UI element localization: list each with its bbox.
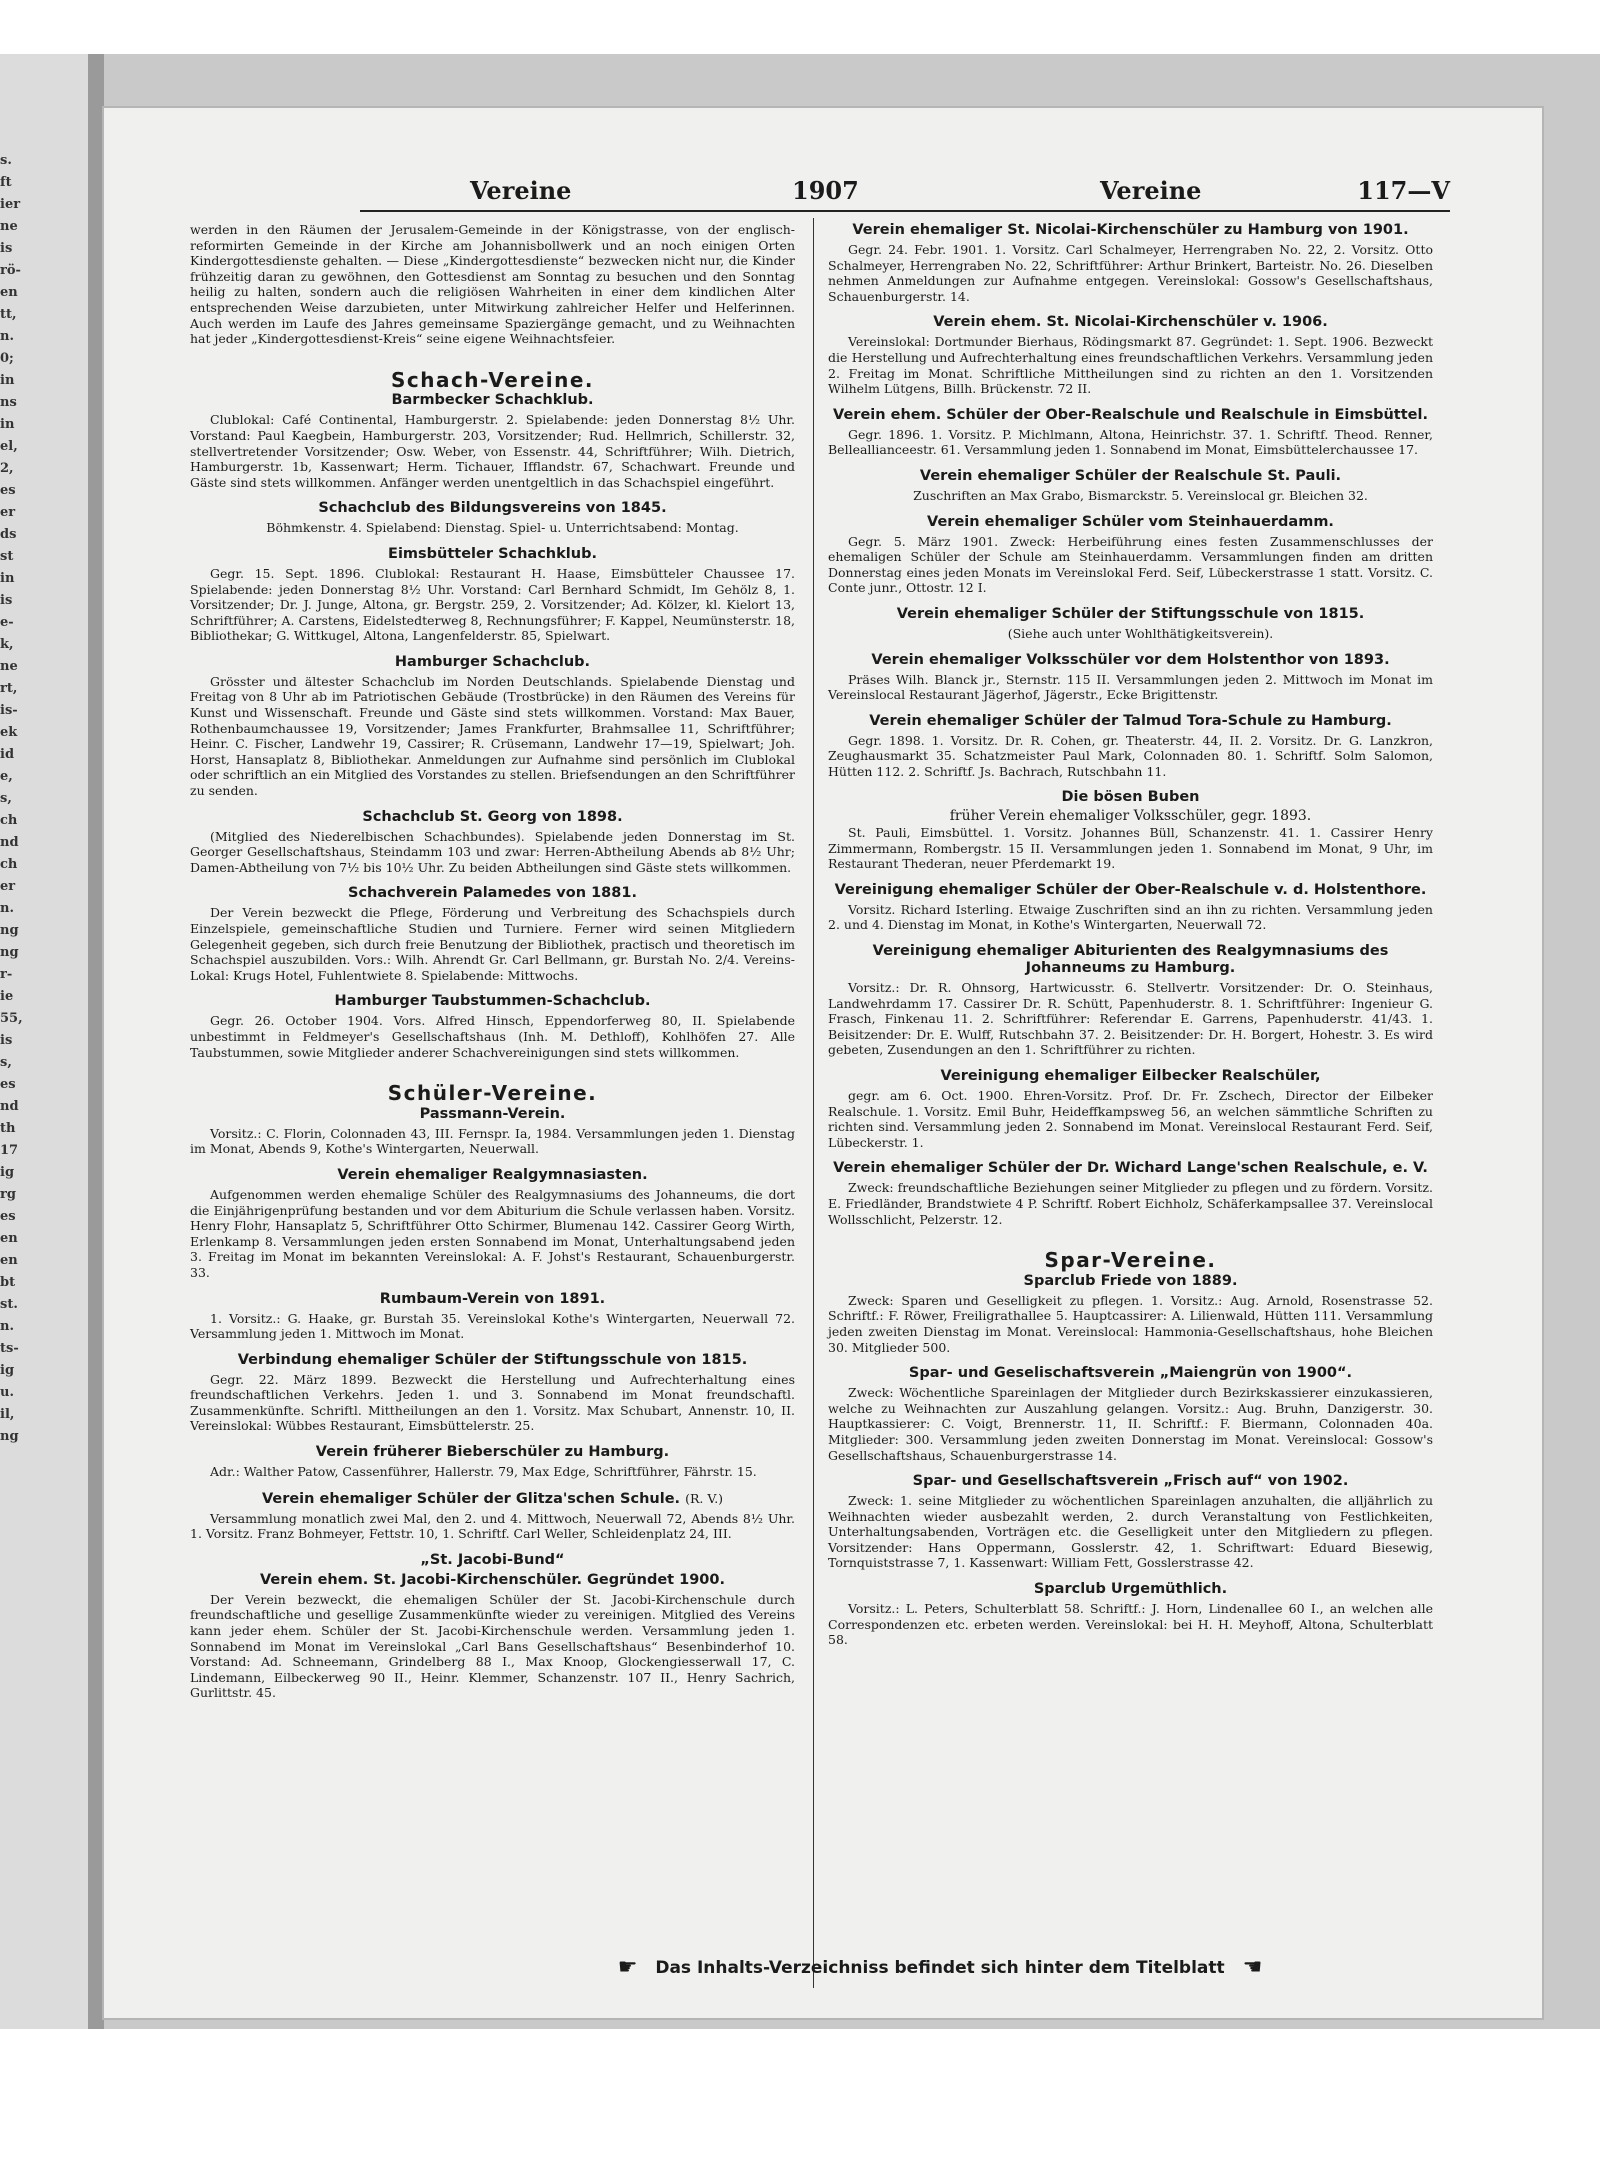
entry-text-steinhauerdamm: Gegr. 5. März 1901. Zweck: Herbeiführung eines festen Zusammenschlusses der ehemaligen Schüler der Schule am Steinhauerdamm. Versammlungen finden am dritten Donnerstag eines jeden Monats im Vereinslokal Ferd. Seif, Lübeckerstrasse 1 statt. Vorsitz. C. Conte junr., Ottostr. 12 I.	[828, 533, 1433, 596]
entry-title-oberreal-holstenthore: Vereinigung ehemaliger Schüler der Ober-Realschule v. d. Holstenthore.	[834, 881, 1427, 898]
entry-text-abiturienten: Vorsitz.: Dr. R. Ohnsorg, Hartwicusstr. 6. Stellvertr. Vorsitzender: Dr. O. Steinhaus, Landwehrdamm 17. Cassirer Dr. R. Schütt, Papenhuderstr. 8. 1. Schriftführer: Ingenieur G. Frasch, Finkenau 11. 2. Schriftführer: Referendar E. Garrens, Papenhuderstr. 41/43. 1. Beisitzender: Dr. E. Wulff, Rutschbahn 37. 2. Beisitzender: Dr. H. Borgert, Hohestr. 3. Es wird gebeten, Zusendungen an den 1. Schriftführer zu richten.	[828, 980, 1433, 1058]
entry-title-hamburger: Hamburger Schachclub.	[394, 653, 591, 670]
adjacent-page-fragment: ng	[0, 945, 19, 960]
adjacent-page-fragment: 2,	[0, 461, 14, 476]
entry-text-holstenthor: Präses Wilh. Blanck jr., Sternstr. 115 II. Versammlungen jeden 2. Mittwoch im Monat im Vereinslocal Restaurant Jägerhof, Jägerstr., Ecke Brigittenstr.	[828, 671, 1433, 703]
entry-title-wichard-lange: Verein ehemaliger Schüler der Dr. Wichard Lange'schen Realschule, e. V.	[833, 1160, 1428, 1177]
adjacent-page-fragment: es	[0, 483, 16, 498]
adjacent-page-fragment: en	[0, 285, 18, 300]
adjacent-page-fragment: n.	[0, 1319, 14, 1334]
adjacent-page-fragment: rö-	[0, 263, 21, 278]
entry-text-oberrealschule: Gegr. 1896. 1. Vorsitz. P. Michlmann, Altona, Heinrichstr. 37. 1. Schriftf. Theod. Renner, Belleallianceestr. 61. Versammlung jeden 1. Sonnabend im Monat, Eimsbüttelerchaussee 17.	[828, 426, 1433, 458]
entry-text-talmud-tora: Gegr. 1898. 1. Vorsitz. Dr. R. Cohen, gr. Theaterstr. 44, II. 2. Vorsitz. Dr. G. Lanzkron, Zeughausmarkt 35. Schatzmeister Paul Mark, Colonnaden 80. 1. Schriftf. Solm Salomon, Hütten 112. 2. Schriftf. Js. Bachrach, Rutschbahn 11.	[828, 732, 1433, 779]
adjacent-page-fragment: in	[0, 373, 15, 388]
page-number: 117—V	[1357, 176, 1450, 205]
entry-text-taubstummen: Gegr. 26. October 1904. Vors. Alfred Hinsch, Eppendorferweg 80, II. Spielabende unbestimmt in Feldmeyer's Gesellschaftshaus (Inh. M. Dethloff), Kohlhöfen 27. Alle Taubstummen, sowie Mitglieder anderer Schachvereinigungen sind stets willkommen.	[190, 1013, 795, 1060]
section-title-schueler: Schüler-Vereine.	[387, 1081, 598, 1106]
entry-text-boesen-buben: St. Pauli, Eimsbüttel. 1. Vorsitz. Johannes Büll, Schanzenstr. 41. 1. Cassirer Henry Zimmermann, Rombergstr. 15 II. Versammlungen jeden 1. Sonnabend im Monat, 9 Uhr, im Restaurant Thederan, neuer Pferdemarkt 19.	[828, 825, 1433, 872]
entry-text-st-pauli: Zuschriften an Max Grabo, Bismarckstr. 5. Vereinslocal gr. Bleichen 32.	[913, 487, 1368, 503]
adjacent-page-fragment: en	[0, 1231, 18, 1246]
entry-text-stiftung: Gegr. 22. März 1899. Bezweckt die Herstellung und Aufrechterhaltung eines freundschaftlichen Verkehrs. Jeden 1. und 3. Sonnabend im Monat freundschaftl. Zusammenkünfte. Schriftl. Mittheilungen an den 1. Vorsitz. Max Schubart, Annenstr. 10, II. Vereinslokal: Wübbes Restaurant, Eimsbüttelerstr. 25.	[190, 1371, 795, 1434]
entry-text-jacobi: Der Verein bezweckt, die ehemaligen Schüler der St. Jacobi-Kirchenschule durch freundschaftliche und gesellige Zusammenkünfte wieder zu vereinigen. Mitglied des Vereins kann jeder ehem. Schüler der St. Jacobi-Kirchenschule werden. Versammlung jeden 1. Sonnabend im Monat im Vereinslokal „Carl Bans Gesellschaftshaus“ Besenbinderhof 10. Vorstand: Ad. Schneemann, Grindelberg 88 I., Max Knoop, Glockengiesserwall 17, C. Lindemann, Eilbeckerweg 90 II., Heinr. Klemmer, Schanzenstr. 107 II., Henry Sachrich, Gurlittstr. 45.	[190, 1591, 795, 1701]
adjacent-page-fragment: n.	[0, 901, 14, 916]
adjacent-page-fragment: s.	[0, 153, 12, 168]
left-column	[190, 222, 795, 1701]
adjacent-page-fragment: ie	[0, 989, 14, 1004]
entry-title-jacobi: Verein ehem. St. Jacobi-Kirchenschüler. Gegründet 1900.	[260, 1571, 725, 1588]
pointing-hand-left-icon: ☚	[1242, 1955, 1263, 1980]
adjacent-page-fragment: rt,	[0, 681, 18, 696]
entry-text-realgym: Aufgenommen werden ehemalige Schüler des Realgymnasiums des Johanneums, die dort die Einjährigenprüfung bestanden und vor dem Abiturium die Schule verlassen haben. Vorsitz. Henry Flohr, Hansaplatz 5, Schriftführer Otto Schirmer, Blumenau 142. Cassirer Georg Wirth, Erlenkamp 8. Versammlungen jeden ersten Sonnabend im Monat, Unterhaltungsabend jeden 3. Freitag im Monat im bekannten Vereinslokal: A. F. Johst's Restaurant, Schauenburgerstr. 33.	[190, 1186, 795, 1280]
adjacent-page-fragment: en	[0, 1253, 18, 1268]
adjacent-page-fragment: es	[0, 1077, 16, 1092]
adjacent-page-fragment: ek	[0, 725, 18, 740]
entry-title-barmbecker: Barmbecker Schachklub.	[391, 392, 594, 409]
adjacent-page-fragment: st.	[0, 1297, 18, 1312]
entry-title-maiengruen: Spar- und Geselischaftsverein „Maiengrün von 1900“.	[908, 1365, 1353, 1382]
adjacent-page-fragment: ne	[0, 219, 18, 234]
entry-text-barmbecker: Clublokal: Café Continental, Hamburgerstr. 2. Spielabende: jeden Donnerstag 8½ Uhr. Vorstand: Paul Kaegbein, Hamburgerstr. 203, Vorsitzender; Rud. Hellmrich, Schillerstr. 32, stellvertretender Vorsitzender; Osw. Weber, von Essenstr. 44, Schriftführer; Wilh. Dietrich, Hamburgerstr. 1b, Kassenwart; Herm. Tichauer, Ifflandstr. 67, Schachwart. Freunde und Gäste sind stets willkommen. Anfänger werden unentgeltlich in das Schachspiel eingeführt.	[190, 412, 795, 490]
adjacent-page-fragment: u.	[0, 1385, 14, 1400]
column-divider	[813, 218, 814, 1988]
adjacent-page-fragment: 17	[0, 1143, 19, 1158]
adjacent-page-fragment: nd	[0, 835, 19, 850]
adjacent-page-fragment: rg	[0, 1187, 16, 1202]
adjacent-page-fragment: r-	[0, 967, 13, 982]
adjacent-page-fragment: er	[0, 505, 16, 520]
entry-title-jacobi-bund: „St. Jacobi-Bund“	[420, 1551, 565, 1568]
adjacent-page-fragment: in	[0, 571, 15, 586]
entry-title-st-pauli: Verein ehemaliger Schüler der Realschule St. Pauli.	[919, 467, 1342, 484]
pointing-hand-right-icon: ☛	[617, 1955, 638, 1980]
entry-title-realgym: Verein ehemaliger Realgymnasiasten.	[337, 1166, 648, 1183]
adjacent-page-fragment: il,	[0, 1407, 15, 1422]
adjacent-page-fragment: es	[0, 1209, 16, 1224]
footer-notice	[420, 1955, 1460, 1980]
adjacent-page-fragment: e,	[0, 769, 13, 784]
adjacent-page-fragments	[0, 150, 24, 1448]
adjacent-page-fragment: ch	[0, 857, 18, 872]
entry-title-bildungsverein: Schachclub des Bildungsvereins von 1845.	[318, 500, 667, 517]
entry-text-hamburger: Grösster und ältester Schachclub im Norden Deutschlands. Spielabende Dienstag und Freitag von 8 Uhr ab im Patriotischen Gebäude (Trostbrücke) in den Räumen des Vereins für Kunst und Wissenschaft. Freunde und Gäste sind stets willkommen. Vorstand: Max Bauer, Rothenbaumchaussee 19, Vorsitzender; James Frankfurter, Brahmsallee 11, Schriftführer; Heinr. C. Fischer, Landwehr 19, Cassirer; R. Crüsemann, Landwehr 17—19, Spielwart; Joh. Horst, Hansaplatz 8, Bibliothekar. Anmeldungen zur Aufnahme sind persönlich im Clublokal oder schriftlich an ein Mitglied des Vorstandes zu stellen. Briefsendungen an den Schriftführer zu senden.	[190, 673, 795, 799]
adjacent-page-fragment: bt	[0, 1275, 16, 1290]
entry-title-passmann: Passmann-Verein.	[419, 1105, 566, 1122]
book-gutter	[88, 54, 104, 2029]
entry-title-friede: Sparclub Friede von 1889.	[1023, 1272, 1238, 1289]
entry-title-glitza: Verein ehemaliger Schüler der Glitza'schen Schule.	[261, 1490, 681, 1507]
entry-text-nicolai-1901: Gegr. 24. Febr. 1901. 1. Vorsitz. Carl Schalmeyer, Herrengraben No. 22, 2. Vorsitz. Otto Schalmeyer, Herrengraben No. 22, Schriftführer: Arthur Brinkert, Barteistr. No. 26. Dieselben nehmen Anmeldungen zur Aufnahme entgegen. Vereinslokal: Gossow's Gesellschaftshaus, Schauenburgerstr. 14.	[828, 242, 1433, 304]
adjacent-page-fragment: is	[0, 241, 13, 256]
adjacent-page-fragment: in	[0, 417, 15, 432]
entry-title-bieberschueler: Verein früherer Bieberschüler zu Hamburg.	[315, 1444, 670, 1461]
adjacent-page-fragment: ns	[0, 395, 17, 410]
entry-text-maiengruen: Zweck: Wöchentliche Spareinlagen der Mitglieder durch Bezirkskassierer einzukassieren, welche zu Weihnachten zur Auszahlung gelangen. Vorsitz.: Aug. Bruhn, Danzigerstr. 30. Hauptkassierer: C. Voigt, Brennerstr. 11, II. Schriftf.: F. Biermann, Colonnaden 40a. Mitglieder: 300. Versammlung jeden zweiten Donnerstag im Monat. Vereinslocal: Gossow's Gesellschaftshaus, Schauenburgerstrasse 14.	[828, 1385, 1433, 1463]
entry-title-taubstummen: Hamburger Taubstummen-Schachclub.	[334, 993, 651, 1010]
entry-text-oberreal-holstenthore: Vorsitz. Richard Isterling. Etwaige Zuschriften sind an ihn zu richten. Versammlung jeden 2. und 4. Dienstag im Monat, in Kothe's Wintergarten, Neuerwall 72.	[828, 901, 1433, 933]
adjacent-page-fragment: id	[0, 747, 15, 762]
footer-text: Das Inhalts-Verzeichniss befindet sich hinter dem Titelblatt	[655, 1957, 1225, 1978]
entry-text-eimsbuetteler: Gegr. 15. Sept. 1896. Clublokal: Restaurant H. Haase, Eimsbütteler Chaussee 17. Spielabende: jeden Donnerstag 8½ Uhr. Vorstand: Carl Bernhard Schmidt, Im Gehölz 8, 1. Vorsitzender; Dr. J. Junge, Altona, gr. Bergstr. 259, 2. Vorsitzender; Ad. Kölzer, kl. Kielort 13, Schriftführer; A. Carstens, Eidelstedterweg 8, Rechnungsführer; F. Kappel, Neumünsterstr. 18, Bibliothekar; G. Wittkugel, Altona, Langenfelderstr. 85, Spielwart.	[190, 565, 795, 644]
adjacent-page-fragment: ch	[0, 813, 18, 828]
section-title-schach: Schach-Vereine.	[390, 367, 595, 392]
adjacent-page-fragment: is	[0, 1033, 13, 1048]
entry-title-rumbaum: Rumbaum-Verein von 1891.	[379, 1290, 606, 1307]
entry-title-talmud-tora: Verein ehemaliger Schüler der Talmud Tora-Schule zu Hamburg.	[869, 712, 1392, 729]
entry-text-eilbecker: gegr. am 6. Oct. 1900. Ehren-Vorsitz. Prof. Dr. Fr. Zschech, Director der Eilbeker Realschule. 1. Vorsitz. Emil Buhr, Heideffkampsweg 56, an welchen sämmtliche Schriften zu richten sind. Versammlung jeden 2. Sonnabend im Monat. Vereinslocal Restaurant Ferd. Seif, Lübeckerstr. 1.	[828, 1088, 1433, 1150]
intro-paragraph: werden in den Räumen der Jerusalem-Gemeinde in der Königstrasse, von der englisch-reformirten Gemeinde in der Kirche am Johannisbollwerk und an noch einigen Orten Kindergottesdienste gehalten. — Diese „Kindergottesdienste“ bezwecken nicht nur, die Kinder frühzeitig daran zu gewöhnen, den Gottesdienst am Sonntag zu besuchen und den Sonntag heilig zu halten, sondern auch die religiösen Wahrheiten in einer dem kindlichen Alter entsprechenden Weise darzubieten, unter Mitwirkung zahlreicher Helfer und Helferinnen. Auch werden im Laufe des Jahres gemeinsame Spaziergänge gemacht, und zu Weihnachten hat jeder „Kindergottesdienst-Kreis“ seine eigene Weihnachtsfeier.	[190, 222, 795, 347]
entry-text-frisch-auf: Zweck: 1. seine Mitglieder zu wöchentlichen Spareinlagen anzuhalten, die alljährlich zu Weihnachten wieder ausbezahlt werden, 2. durch Veranstaltung von Festlichkeiten, Unterhaltungsabenden, Vorträgen etc. die Geselligkeit unter den Mitgliedern zu pflegen. Vorsitzender: Hans Oppermann, Gosslerstr. 42, 1. Schriftwart: Eduard Biesewig, Tornquiststrasse 7, 1. Kassenwart: William Fett, Gosslerstrasse 42.	[828, 1493, 1433, 1571]
adjacent-page-fragment: s,	[0, 791, 12, 806]
entry-title-nicolai-1901: Verein ehemaliger St. Nicolai-Kirchenschüler zu Hamburg von 1901.	[852, 222, 1409, 238]
adjacent-page-fragment: is	[0, 593, 13, 608]
running-header	[360, 170, 1450, 212]
adjacent-page-fragment: ne	[0, 659, 18, 674]
adjacent-page-fragment: ts-	[0, 1341, 19, 1356]
adjacent-page-fragment: er	[0, 879, 16, 894]
entry-text-stiftungsschule-1815: (Siehe auch unter Wohlthätigkeitsverein).	[1007, 625, 1274, 641]
entry-title-st-georg: Schachclub St. Georg von 1898.	[362, 808, 623, 825]
adjacent-page-fragment: nd	[0, 1099, 19, 1114]
entry-text-glitza: Versammlung monatlich zwei Mal, den 2. und 4. Mittwoch, Neuerwall 72, Abends 8½ Uhr. 1. Vorsitz. Franz Bohmeyer, Fettstr. 10, 1. Schriftf. Carl Weller, Schleidenplatz 24, III.	[190, 1510, 795, 1542]
entry-text-friede: Zweck: Sparen und Geselligkeit zu pflegen. 1. Vorsitz.: Aug. Arnold, Rosenstrasse 52. Schriftf.: F. Röwer, Freiligrathallee 5. Hauptcassirer: A. Lilienwald, Hütten 111. Versammlung jeden zweiten Dienstag im Monat. Vereinslocal: Hammonia-Gesellschaftshaus, hohe Bleichen 30. Mitglieder 500.	[828, 1292, 1433, 1355]
adjacent-page-fragment: s,	[0, 1055, 12, 1070]
adjacent-page-fragment: ds	[0, 527, 17, 542]
adjacent-page-fragment: e-	[0, 615, 14, 630]
adjacent-page-fragment: ft	[0, 175, 12, 190]
header-left-title: Vereine	[470, 176, 572, 205]
header-year: 1907	[792, 176, 859, 205]
entry-title-stiftung: Verbindung ehemaliger Schüler der Stiftungsschule von 1815.	[237, 1351, 748, 1368]
entry-text-nicolai-1906: Vereinslokal: Dortmunder Bierhaus, Rödingsmarkt 87. Gegründet: 1. Sept. 1906. Bezweckt die Herstellung und Aufrechterhaltung eines freundschaftlichen Verkehrs. Versammlung jeden 2. Freitag im Monat. Schriftliche Mittheilungen sind zu richten an den 1. Vorsitzenden Wilhelm Lütgens, Billh. Brückenstr. 72 II.	[828, 334, 1433, 397]
adjacent-page-fragment: is-	[0, 703, 18, 718]
entry-title-urgemuethlich: Sparclub Urgemüthlich.	[1033, 1581, 1228, 1598]
entry-title-oberrealschule: Verein ehem. Schüler der Ober-Realschule und Realschule in Eimsbüttel.	[833, 406, 1428, 423]
entry-title-glitza-suffix: (R. V.)	[685, 1490, 724, 1506]
adjacent-page-fragment: el,	[0, 439, 18, 454]
adjacent-page-fragment: ig	[0, 1363, 15, 1378]
adjacent-page-fragment: k,	[0, 637, 14, 652]
entry-title-stiftungsschule-1815: Verein ehemaliger Schüler der Stiftungsschule von 1815.	[896, 605, 1365, 622]
entry-title-eilbecker: Vereinigung ehemaliger Eilbecker Realschüler,	[940, 1068, 1321, 1084]
entry-text-bildungsverein: Böhmkenstr. 4. Spielabend: Dienstag. Spiel- u. Unterrichtsabend: Montag.	[266, 520, 739, 536]
entry-text-st-georg: (Mitglied des Niederelbischen Schachbundes). Spielabende jeden Donnerstag im St. Georger Gesellschaftshaus, Steindamm 103 und zwar: Herren-Abtheilung Abends ab 8½ Uhr; Damen-Abtheilung von 7½ bis 10½ Uhr. Zu beiden Abtheilungen sind Gäste stets willkommen.	[190, 828, 795, 875]
adjacent-page-fragment: 55,	[0, 1011, 23, 1026]
entry-text-passmann: Vorsitz.: C. Florin, Colonnaden 43, III. Fernspr. Ia, 1984. Versammlungen jeden 1. Dienstag im Monat, Abends 9, Kothe's Wintergarten, Neuerwall.	[190, 1125, 795, 1157]
entry-title-steinhauerdamm: Verein ehemaliger Schüler vom Steinhauerdamm.	[927, 513, 1334, 530]
header-right-title: Vereine	[1100, 176, 1202, 205]
adjacent-page-fragment: th	[0, 1121, 16, 1136]
section-title-spar: Spar-Vereine.	[1044, 1248, 1217, 1273]
entry-text-bieberschueler: Adr.: Walther Patow, Cassenführer, Hallerstr. 79, Max Edge, Schriftführer, Fährstr. 15.	[210, 1464, 757, 1480]
adjacent-page-fragment: ier	[0, 197, 21, 212]
adjacent-page-fragment: tt,	[0, 307, 17, 322]
adjacent-page-fragment: ng	[0, 923, 19, 938]
entry-title-holstenthor: Verein ehemaliger Volksschüler vor dem Holstenthor von 1893.	[871, 651, 1390, 668]
adjacent-page-fragment: n.	[0, 329, 14, 344]
entry-text-wichard-lange: Zweck: freundschaftliche Beziehungen seiner Mitglieder zu pflegen und zu fördern. Vorsitz. E. Friedländer, Brandstwiete 4 P. Schriftf. Robert Eichholz, Schäferkampsallee 37. Vereinslocal Wollsschlicht, Pelzerstr. 12.	[828, 1180, 1433, 1227]
entry-text-palamedes: Der Verein bezweckt die Pflege, Förderung und Verbreitung des Schachspiels durch Einzelspiele, gemeinschaftliche Studien und Turniere. Ferner wird seinen Mitgliedern Gelegenheit gegeben, sich durch freie Benutzung der Bibliothek, practisch und theoretisch im Schachspiel auszubilden. Vors.: Wilh. Ahrendt Gr. Carl Bellmann, gr. Burstah No. 2/4. Vereins-Lokal: Krugs Hotel, Fuhlentwiete 8. Spielabende: Mittwochs.	[190, 905, 795, 983]
adjacent-page-fragment: 0;	[0, 351, 14, 366]
right-column	[828, 222, 1433, 1648]
entry-title-boesen-buben: Die bösen Buben	[1061, 789, 1200, 806]
entry-subtitle-boesen-buben: früher Verein ehemaliger Volksschüler, gegr. 1893.	[949, 808, 1312, 825]
entry-title-palamedes: Schachverein Palamedes von 1881.	[348, 885, 637, 902]
entry-title-frisch-auf: Spar- und Gesellschaftsverein „Frisch auf“ von 1902.	[912, 1473, 1349, 1490]
entry-title-nicolai-1906: Verein ehem. St. Nicolai-Kirchenschüler v. 1906.	[933, 314, 1328, 331]
entry-text-rumbaum: 1. Vorsitz.: G. Haake, gr. Burstah 35. Vereinslokal Kothe's Wintergarten, Neuerwall 72. Versammlung jeden 1. Mittwoch im Monat.	[190, 1310, 795, 1342]
adjacent-page-fragment: ng	[0, 1429, 19, 1444]
adjacent-page-fragment: ig	[0, 1165, 15, 1180]
entry-title-abiturienten: Vereinigung ehemaliger Abiturienten des Realgymnasiums des Johanneums zu Hamburg.	[872, 943, 1389, 977]
entry-heading-glitza	[190, 1490, 795, 1508]
entry-title-eimsbuetteler: Eimsbütteler Schachklub.	[388, 545, 597, 562]
entry-text-urgemuethlich: Vorsitz.: L. Peters, Schulterblatt 58. Schriftf.: J. Horn, Lindenallee 60 I., an welchen alle Correspondenzen etc. erbeten werden. Vereinslokal: bei H. H. Meyhoff, Altona, Schulterblatt 58.	[828, 1601, 1433, 1648]
adjacent-page-fragment: st	[0, 549, 14, 564]
